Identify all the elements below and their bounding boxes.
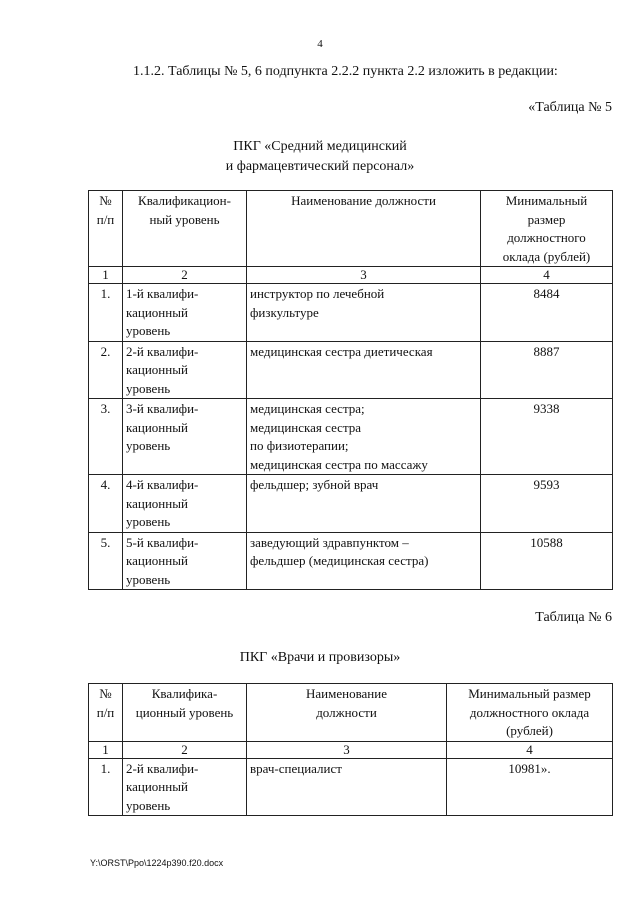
header-text: п/п: [96, 704, 115, 720]
row-salary: 9593: [481, 475, 613, 533]
row-num: 4.: [89, 475, 123, 533]
column-number: 2: [123, 741, 247, 758]
table-header-row: [89, 684, 613, 742]
cell-line: уровень: [126, 323, 171, 338]
cell-line: медицинская сестра: [250, 419, 362, 435]
table-5-title-line-1: ПКГ «Средний медицинский: [233, 139, 407, 154]
table-row: [89, 532, 613, 590]
row-level: [123, 284, 247, 342]
header-level: [123, 684, 247, 742]
row-num: 1.: [89, 284, 123, 342]
cell-line: физкультуре: [250, 304, 319, 320]
file-path-footer: Y:\ORST\Ppo\1224p390.f20.docx: [90, 858, 224, 868]
header-text: оклада (рублей): [502, 248, 591, 264]
table-row: [89, 475, 613, 533]
header-text: №: [99, 686, 112, 701]
table-5-ref: «Таблица № 5: [528, 100, 612, 115]
cell-line: 3-й квалифи-: [126, 401, 199, 416]
row-num: 1.: [89, 758, 123, 816]
header-num: [89, 191, 123, 267]
cell-line: уровень: [126, 797, 171, 813]
cell-line: кационный: [126, 779, 188, 794]
table-6-ref: Таблица № 6: [535, 610, 612, 625]
column-number: 2: [123, 267, 247, 284]
cell-line: врач-специалист: [250, 760, 342, 776]
cell-line: 4-й квалифи-: [126, 477, 199, 492]
row-salary: 9338: [481, 399, 613, 475]
cell-line: уровень: [126, 380, 171, 396]
cell-line: фельдшер (медицинская сестра): [250, 553, 429, 568]
page-number: 4: [317, 38, 323, 50]
row-salary: 10588: [481, 532, 613, 590]
column-number-row: [89, 267, 613, 284]
row-num: 3.: [89, 399, 123, 475]
column-number: 4: [447, 741, 613, 758]
cell-line: кационный: [126, 419, 188, 435]
table-row: [89, 758, 613, 816]
cell-line: уровень: [126, 514, 171, 529]
header-text: размер: [527, 211, 566, 227]
header-text: должностного оклада: [469, 704, 590, 720]
table-6-title: ПКГ «Врачи и провизоры»: [239, 650, 401, 665]
header-position: Наименование должности: [247, 191, 481, 267]
column-number-row: [89, 741, 613, 758]
cell-line: уровень: [126, 438, 171, 453]
column-number: 3: [247, 741, 447, 758]
cell-line: кационный: [126, 304, 188, 320]
cell-line: кационный: [126, 362, 188, 377]
cell-line: 2-й квалифи-: [126, 343, 199, 359]
header-text: п/п: [96, 211, 115, 227]
table-row: [89, 284, 613, 342]
row-position: [247, 399, 481, 475]
row-level: [123, 399, 247, 475]
header-text: Минимальный: [505, 193, 588, 208]
column-number: 1: [89, 741, 123, 758]
cell-line: 5-й квалифи-: [126, 534, 199, 550]
cell-line: уровень: [126, 571, 171, 587]
header-text: ный уровень: [149, 211, 220, 227]
header-text: должности: [316, 704, 377, 720]
cell-line: медицинская сестра по массажу: [250, 456, 428, 472]
header-salary: [447, 684, 613, 742]
row-salary: 10981».: [447, 758, 613, 816]
row-position: [247, 341, 481, 399]
table-5-title: [0, 137, 640, 177]
header-text: ционный уровень: [135, 704, 234, 720]
column-number: 1: [89, 267, 123, 284]
row-num: 2.: [89, 341, 123, 399]
row-salary: 8887: [481, 341, 613, 399]
cell-line: медицинская сестра;: [250, 401, 365, 416]
header-text: Квалификацион-: [138, 193, 231, 208]
table-6: [88, 683, 613, 816]
row-salary: 8484: [481, 284, 613, 342]
header-salary: [481, 191, 613, 267]
row-level: [123, 341, 247, 399]
row-position: [247, 758, 447, 816]
row-position: [247, 475, 481, 533]
header-text: Квалифика-: [151, 686, 218, 701]
row-num: 5.: [89, 532, 123, 590]
header-text: должностного: [507, 230, 586, 245]
row-level: [123, 758, 247, 816]
header-text: (рублей): [506, 723, 553, 738]
table-header-row: [89, 191, 613, 267]
row-level: [123, 532, 247, 590]
amendment-intro: 1.1.2. Таблицы № 5, 6 подпункта 2.2.2 пункта 2.2 изложить в редакции:: [133, 64, 558, 79]
row-level: [123, 475, 247, 533]
column-number: 4: [481, 267, 613, 284]
table-row: [89, 399, 613, 475]
header-level: [123, 191, 247, 267]
cell-line: кационный: [126, 495, 188, 511]
table-5-title-line-2: и фармацевтический персонал»: [225, 159, 415, 174]
table-row: [89, 341, 613, 399]
column-number: 3: [247, 267, 481, 284]
header-position: [247, 684, 447, 742]
header-num: [89, 684, 123, 742]
cell-line: 1-й квалифи-: [126, 286, 199, 301]
table-5: [88, 190, 613, 590]
header-text: Минимальный размер: [468, 686, 591, 701]
cell-line: 2-й квалифи-: [126, 760, 199, 776]
row-position: [247, 532, 481, 590]
cell-line: инструктор по лечебной: [250, 286, 385, 301]
cell-line: по физиотерапии;: [250, 438, 349, 453]
header-text: Наименование: [306, 686, 387, 701]
cell-line: фельдшер; зубной врач: [250, 477, 379, 492]
cell-line: заведующий здравпунктом –: [250, 534, 409, 550]
cell-line: кационный: [126, 553, 188, 568]
cell-line: медицинская сестра диетическая: [250, 343, 433, 359]
header-text: №: [99, 193, 112, 208]
row-position: [247, 284, 481, 342]
